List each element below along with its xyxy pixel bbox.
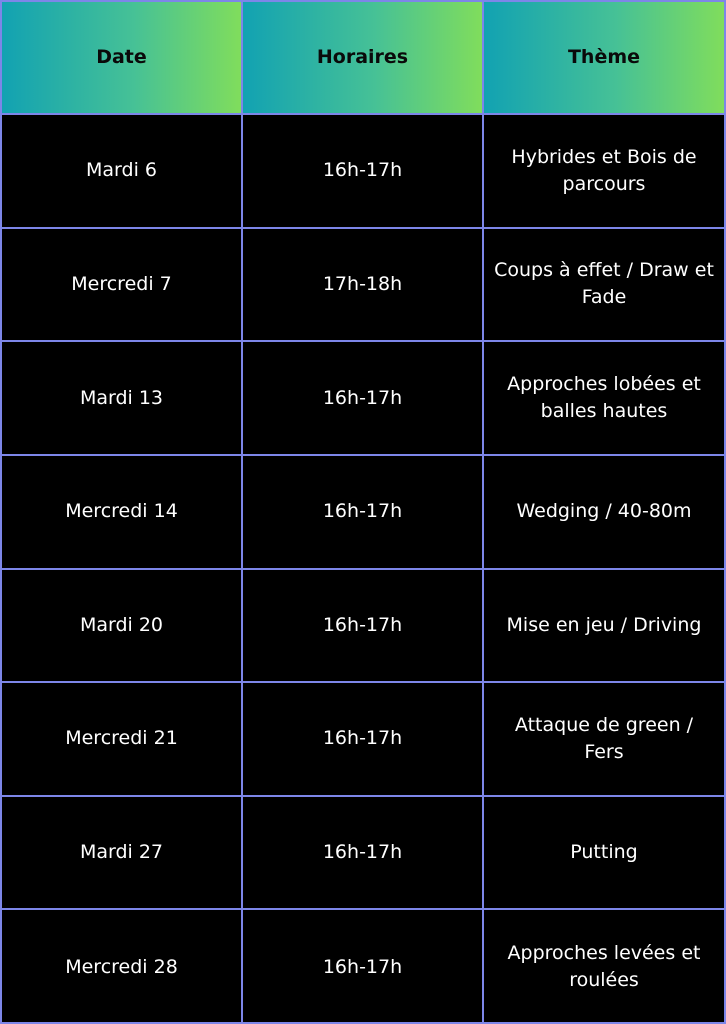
cell-date: Mardi 6 xyxy=(2,115,243,229)
cell-time: 17h-18h xyxy=(243,229,484,343)
cell-time: 16h-17h xyxy=(243,342,484,456)
cell-theme xyxy=(484,683,724,797)
cell-theme xyxy=(484,910,724,1024)
cell-date: Mardi 13 xyxy=(2,342,243,456)
theme-text: Attaque de green / Fers xyxy=(514,713,694,763)
cell-time: 16h-17h xyxy=(243,115,484,229)
header-time: Horaires xyxy=(243,2,484,115)
cell-date: Mercredi 7 xyxy=(2,229,243,343)
header-theme: Thème xyxy=(484,2,724,115)
cell-theme xyxy=(484,797,724,911)
theme-text: Approches lobées et balles hautes xyxy=(507,373,701,423)
cell-theme xyxy=(484,115,724,229)
theme-text: Coups à effet / Draw et Fade xyxy=(494,259,714,309)
cell-time: 16h-17h xyxy=(243,797,484,911)
cell-time: 16h-17h xyxy=(243,570,484,684)
cell-theme xyxy=(484,342,724,456)
cell-date: Mardi 20 xyxy=(2,570,243,684)
cell-theme xyxy=(484,229,724,343)
cell-date: Mardi 27 xyxy=(2,797,243,911)
header-date: Date xyxy=(2,2,243,115)
cell-time: 16h-17h xyxy=(243,683,484,797)
theme-text: Putting xyxy=(570,841,638,864)
theme-text: Hybrides et Bois de parcours xyxy=(511,145,697,195)
cell-date: Mercredi 21 xyxy=(2,683,243,797)
theme-text: Approches levées et roulées xyxy=(507,942,701,992)
cell-date: Mercredi 28 xyxy=(2,910,243,1024)
cell-time: 16h-17h xyxy=(243,910,484,1024)
theme-text: Mise en jeu / Driving xyxy=(506,613,702,636)
cell-theme xyxy=(484,456,724,570)
cell-time: 16h-17h xyxy=(243,456,484,570)
theme-text: Wedging / 40-80m xyxy=(516,500,692,523)
cell-date: Mercredi 14 xyxy=(2,456,243,570)
cell-theme xyxy=(484,570,724,684)
